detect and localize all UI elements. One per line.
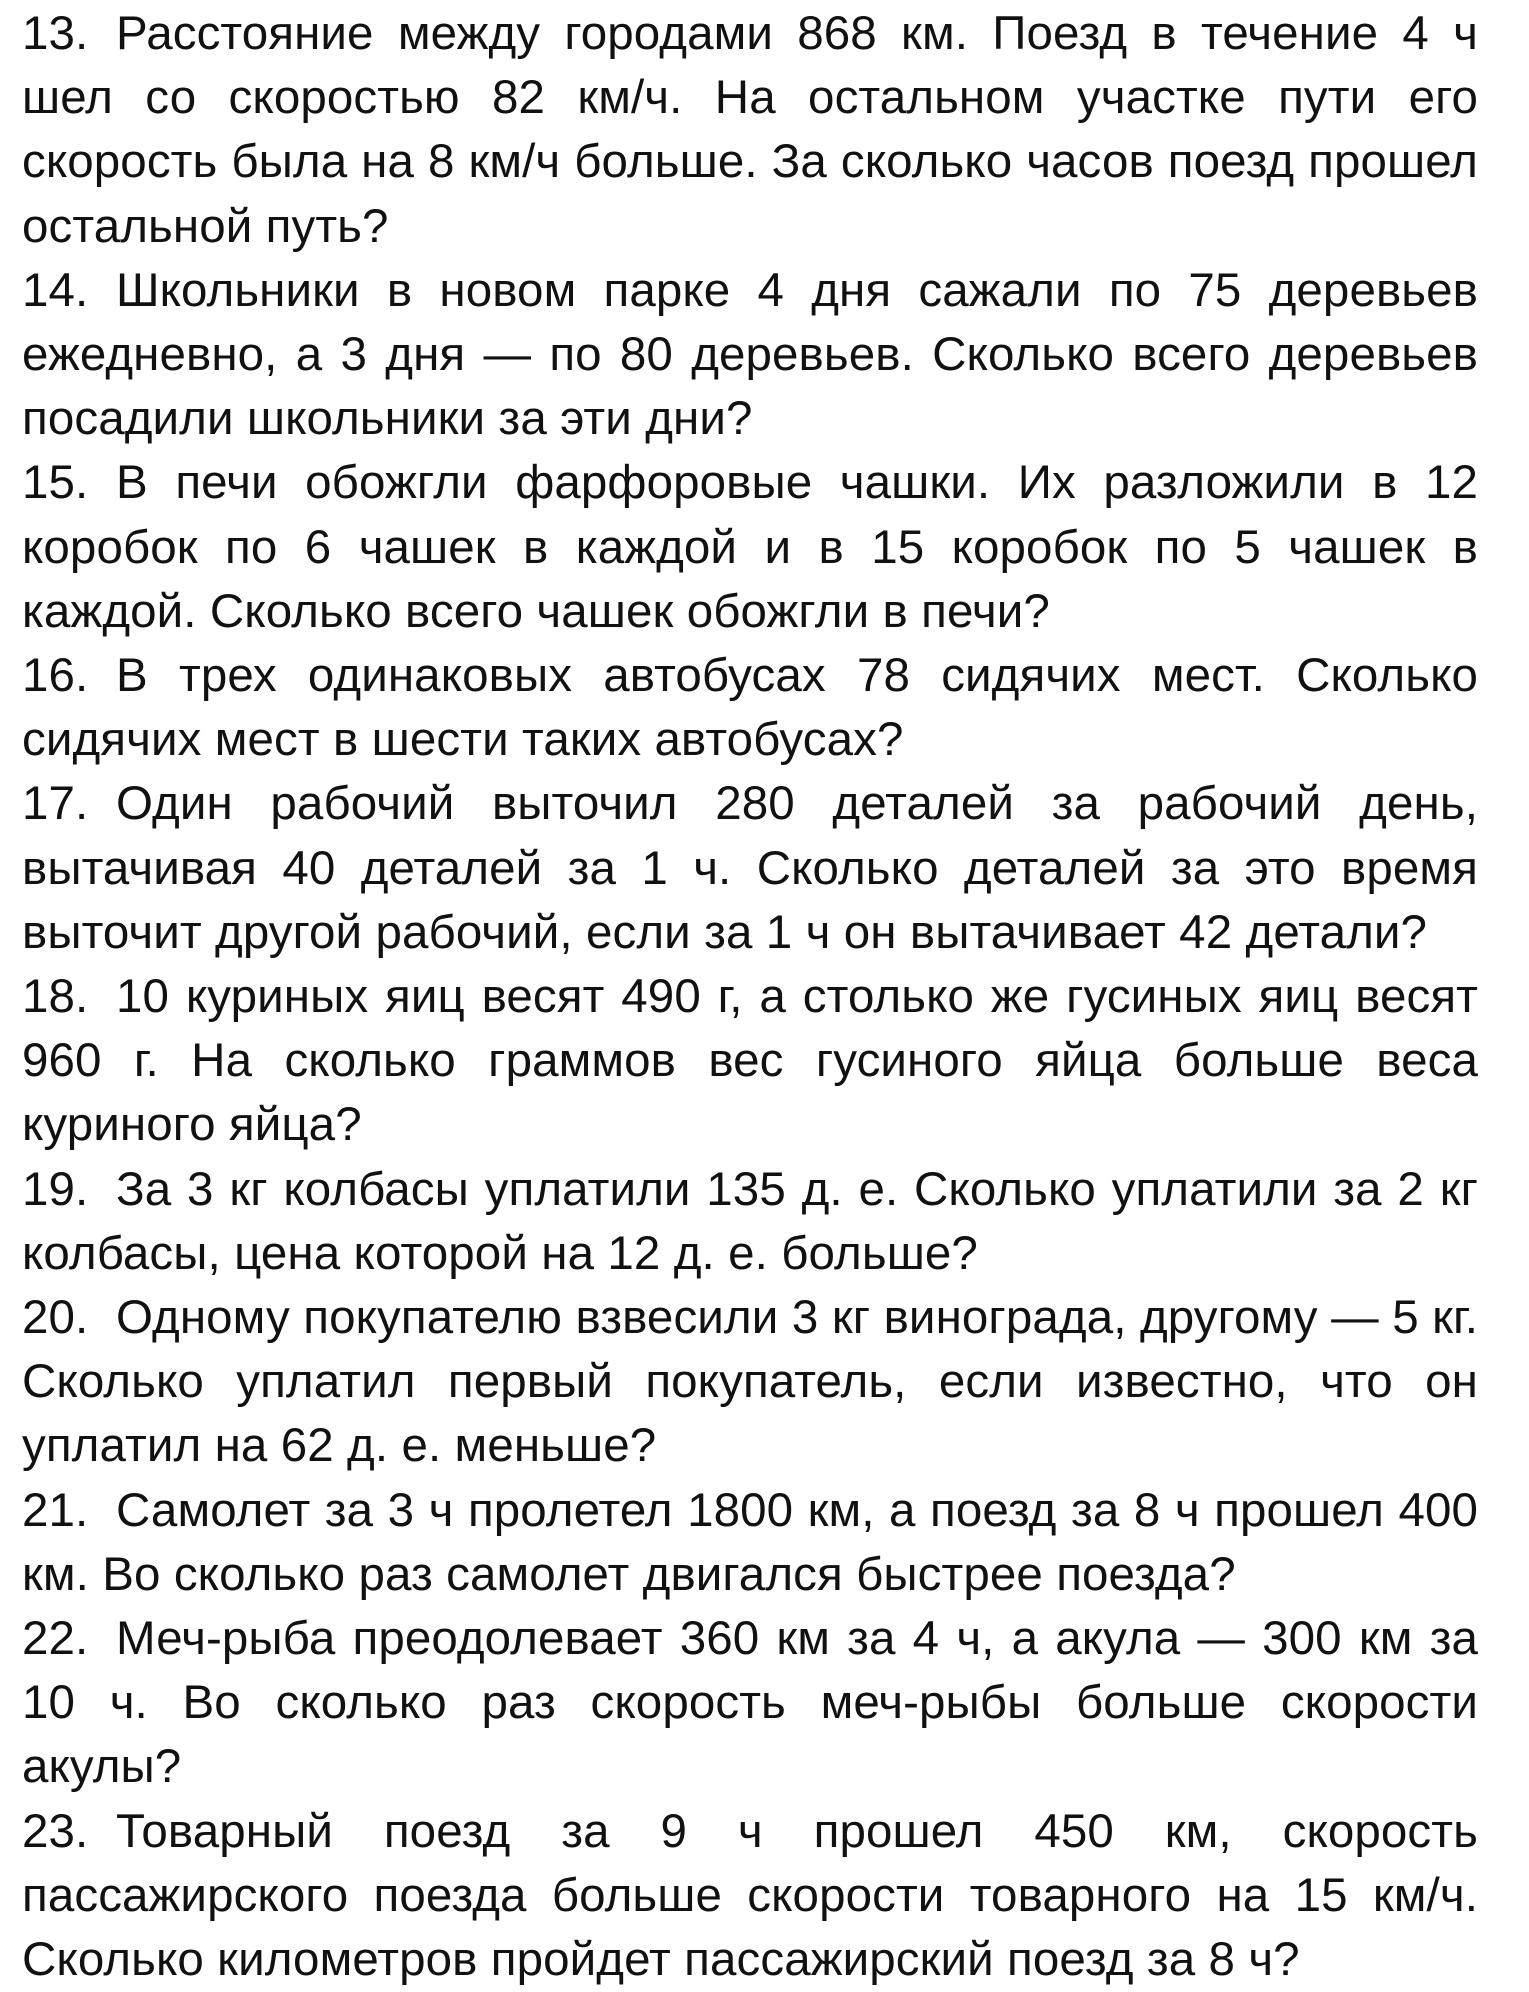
problem-number: 19. [22,1162,89,1216]
problem-13 [22,2,1478,259]
problem-19 [22,1158,1478,1286]
problem-number: 15. [22,456,89,510]
problem-text: Расстояние между городами 868 км. Поезд в течение 4 ч шел со скоростью 82 км/ч. На остальном участке пути его скорость была на 8 км/ч больше. За сколько часов поезд прошел остальной путь? [22,7,1478,253]
problem-number: 23. [22,1804,89,1858]
problem-number: 16. [22,649,89,703]
problem-15 [22,451,1478,644]
problem-text: В печи обожгли фарфоровые чашки. Их разложили в 12 коробок по 6 чашек в каждой и в 15 коробок по 5 чашек в каждой. Сколько всего чашек обожгли в печи? [22,456,1478,638]
problem-text: Один рабочий выточил 280 деталей за рабочий день, вытачивая 40 деталей за 1 ч. Сколько деталей за это время выточит другой рабочий, если за 1 ч он вытачивает 42 детали? [22,777,1478,959]
problem-text: За 3 кг колбасы уплатили 135 д. е. Сколько уплатили за 2 кг колбасы, цена которой на 12 д. е. больше? [22,1162,1478,1280]
problem-text: Одному покупателю взвесили 3 кг винограда, другому — 5 кг. Сколько уплатил первый покупатель, если известно, что он уплатил на 62 д. е. меньше? [22,1291,1478,1473]
problem-number: 13. [22,7,89,60]
problem-23 [22,1800,1478,1992]
problem-number: 22. [22,1612,89,1666]
problem-text: Товарный поезд за 9 ч прошел 450 км, скорость пассажирского поезда больше скорости товарного на 15 км/ч. Сколько километров пройдет пассажирский поезд за 8 ч? [22,1804,1478,1987]
problem-number: 14. [22,263,89,317]
problem-text: 10 куриных яиц весят 490 г, а столько же гусиных яиц весят 960 г. На сколько граммов вес гусиного яйца больше веса куриного яйца? [22,970,1478,1152]
problem-number: 21. [22,1483,89,1537]
problem-21 [22,1479,1478,1607]
problem-18 [22,965,1478,1158]
problem-text: В трех одинаковых автобусах 78 сидячих мест. Сколько сидячих мест в шести таких автобусах? [22,649,1478,767]
problem-number: 17. [22,777,89,831]
problem-14 [22,259,1478,452]
problem-text: Меч-рыба преодолевает 360 км за 4 ч, а акула — 300 км за 10 ч. Во сколько раз скорость меч-рыбы больше скорости акулы? [22,1612,1478,1794]
problem-list [22,2,1478,1992]
problem-22 [22,1607,1478,1800]
problem-16 [22,644,1478,772]
problem-20 [22,1286,1478,1479]
problem-text: Самолет за 3 ч пролетел 1800 км, а поезд за 8 ч прошел 400 км. Во сколько раз самолет двигался быстрее поезда? [22,1483,1478,1601]
problem-text: Школьники в новом парке 4 дня сажали по 75 деревьев ежедневно, а 3 дня — по 80 деревьев. Сколько всего деревьев посадили школьники за эти дни? [22,263,1478,446]
problem-17 [22,772,1478,965]
problem-number: 20. [22,1291,89,1345]
problem-number: 18. [22,970,89,1024]
